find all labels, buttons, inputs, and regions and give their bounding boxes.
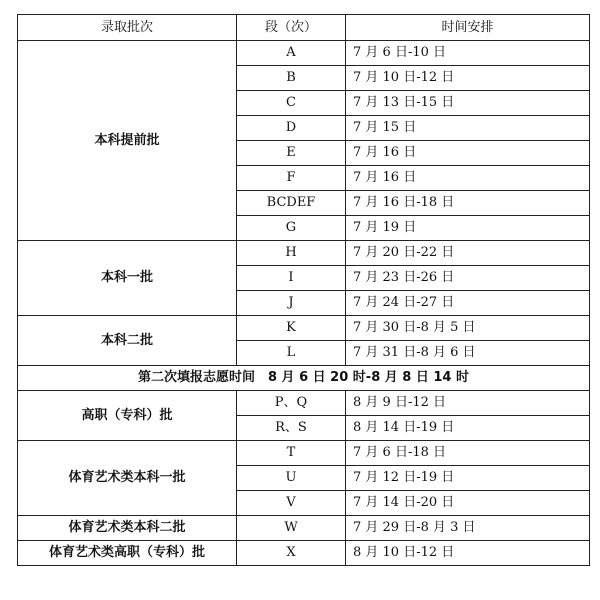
segment-cell: H	[237, 241, 346, 266]
schedule-cell: 7 月 23 日-26 日	[346, 266, 590, 291]
segment-cell: P、Q	[237, 391, 346, 416]
segment-cell: V	[237, 491, 346, 516]
table-header	[18, 15, 590, 41]
segment-cell: R、S	[237, 416, 346, 441]
table-row	[18, 41, 590, 66]
table-row	[18, 316, 590, 341]
segment-cell: T	[237, 441, 346, 466]
segment-cell: X	[237, 541, 346, 566]
schedule-cell: 7 月 10 日-12 日	[346, 66, 590, 91]
schedule-cell: 7 月 15 日	[346, 116, 590, 141]
second-application-time: 第二次填报志愿时间 8 月 6 日 20 时-8 月 8 日 14 时	[18, 366, 590, 391]
batch-cell: 体育艺术类本科一批	[18, 441, 237, 516]
segment-cell: A	[237, 41, 346, 66]
segment-cell: L	[237, 341, 346, 366]
schedule-cell: 7 月 6 日-10 日	[346, 41, 590, 66]
schedule-cell: 7 月 16 日	[346, 141, 590, 166]
schedule-cell: 7 月 13 日-15 日	[346, 91, 590, 116]
schedule-cell: 7 月 31 日-8 月 6 日	[346, 341, 590, 366]
table-body	[18, 41, 590, 566]
table-row	[18, 541, 590, 566]
schedule-cell: 7 月 30 日-8 月 5 日	[346, 316, 590, 341]
batch-cell: 本科提前批	[18, 41, 237, 241]
schedule-table-wrapper	[17, 14, 590, 566]
schedule-cell: 7 月 16 日-18 日	[346, 191, 590, 216]
batch-cell: 本科二批	[18, 316, 237, 366]
batch-cell: 体育艺术类高职（专科）批	[18, 541, 237, 566]
schedule-cell: 7 月 14 日-20 日	[346, 491, 590, 516]
schedule-cell: 8 月 14 日-19 日	[346, 416, 590, 441]
table-row	[18, 241, 590, 266]
schedule-cell: 7 月 19 日	[346, 216, 590, 241]
header-segment: 段（次）	[237, 15, 346, 41]
segment-cell: B	[237, 66, 346, 91]
batch-cell: 高职（专科）批	[18, 391, 237, 441]
segment-cell: J	[237, 291, 346, 316]
schedule-cell: 7 月 20 日-22 日	[346, 241, 590, 266]
table-row	[18, 516, 590, 541]
segment-cell: K	[237, 316, 346, 341]
schedule-cell: 7 月 12 日-19 日	[346, 466, 590, 491]
schedule-cell: 8 月 10 日-12 日	[346, 541, 590, 566]
table-row	[18, 391, 590, 416]
schedule-cell: 7 月 16 日	[346, 166, 590, 191]
segment-cell: E	[237, 141, 346, 166]
header-schedule: 时间安排	[346, 15, 590, 41]
header-batch: 录取批次	[18, 15, 237, 41]
segment-cell: G	[237, 216, 346, 241]
segment-cell: C	[237, 91, 346, 116]
schedule-cell: 7 月 6 日-18 日	[346, 441, 590, 466]
segment-cell: U	[237, 466, 346, 491]
table-row	[18, 441, 590, 466]
header-row	[18, 15, 590, 41]
batch-cell: 体育艺术类本科二批	[18, 516, 237, 541]
admission-schedule-table	[17, 14, 590, 566]
segment-cell: W	[237, 516, 346, 541]
segment-cell: F	[237, 166, 346, 191]
schedule-cell: 8 月 9 日-12 日	[346, 391, 590, 416]
segment-cell: I	[237, 266, 346, 291]
batch-cell: 本科一批	[18, 241, 237, 316]
schedule-cell: 7 月 24 日-27 日	[346, 291, 590, 316]
segment-cell: BCDEF	[237, 191, 346, 216]
second-application-row	[18, 366, 590, 391]
schedule-cell: 7 月 29 日-8 月 3 日	[346, 516, 590, 541]
segment-cell: D	[237, 116, 346, 141]
